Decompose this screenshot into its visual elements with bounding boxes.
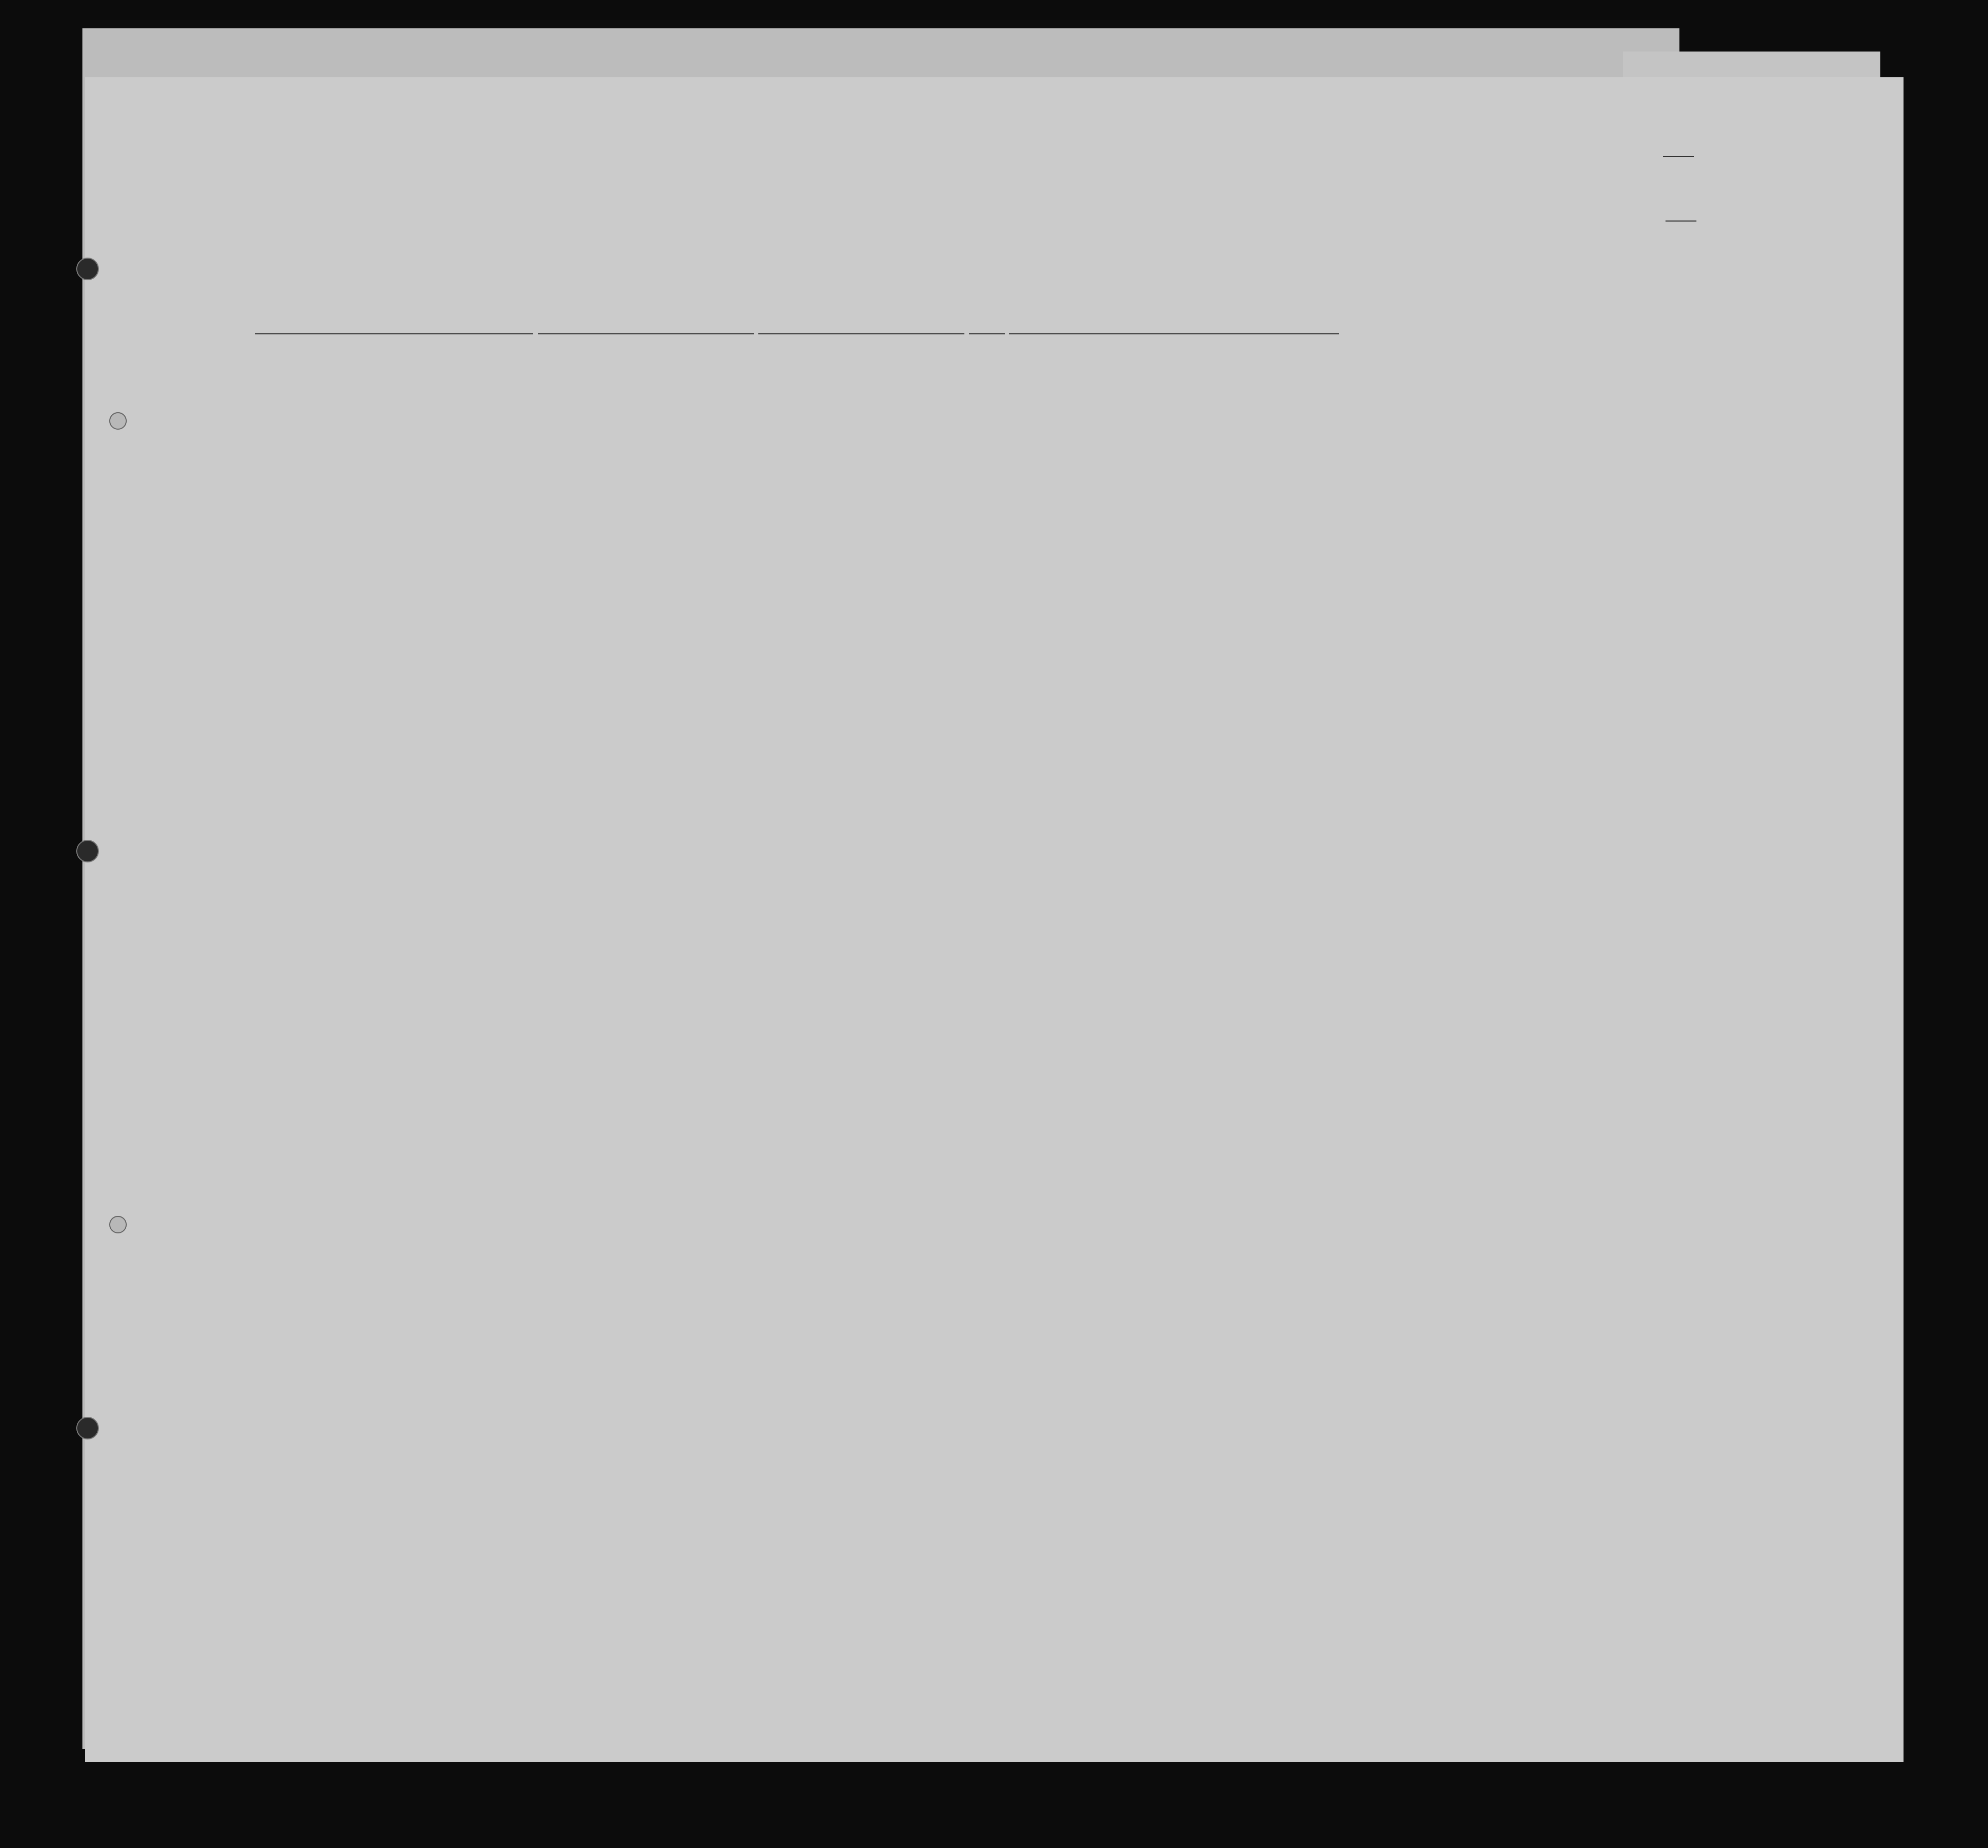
punch-hole — [76, 258, 99, 280]
arrival-date — [758, 333, 964, 334]
sheet-value — [1666, 207, 1696, 222]
sheet-number-front — [1656, 206, 1696, 221]
arrival-port — [538, 333, 754, 334]
vessel-line — [255, 319, 1718, 339]
punch-hole — [76, 1417, 99, 1439]
vessel-name — [255, 333, 533, 334]
sheet-value — [1663, 142, 1694, 157]
sheet-number-back — [1654, 142, 1694, 156]
punch-hole — [76, 840, 99, 862]
departure-port — [1009, 333, 1339, 334]
year-blank — [969, 333, 1005, 334]
crew-manifest-table — [124, 363, 1782, 1687]
